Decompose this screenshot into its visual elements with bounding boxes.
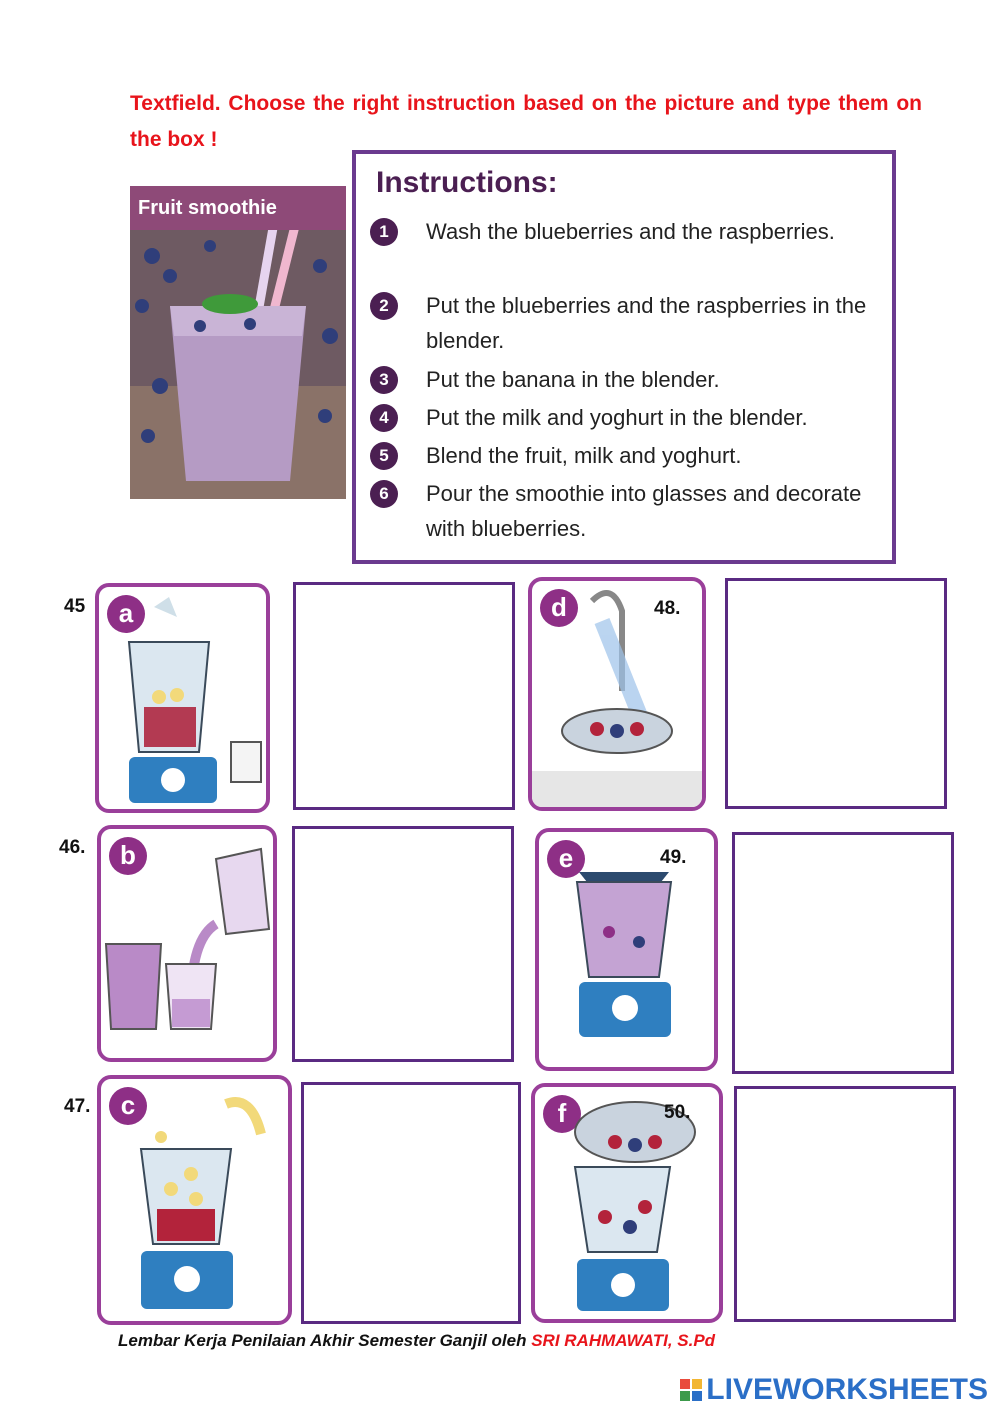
- question-number: 45: [64, 596, 86, 617]
- banana-blender-illustration: [101, 1079, 288, 1321]
- answer-box-45[interactable]: [293, 582, 515, 810]
- liveworksheets-logo: [680, 1373, 988, 1407]
- answer-box-47[interactable]: [301, 1082, 521, 1324]
- liveworksheets-logo-icon: [680, 1379, 702, 1401]
- step-text: Pour the smoothie into glasses and decorate with blueberries.: [426, 481, 862, 541]
- berries-into-blender-illustration: [535, 1087, 719, 1319]
- step-number: 1: [370, 218, 398, 246]
- picture-card-c: [97, 1075, 292, 1325]
- answer-box-48[interactable]: [725, 578, 947, 809]
- step-text: Put the milk and yoghurt in the blender.: [426, 405, 808, 430]
- instructions-heading: Instructions:: [376, 166, 558, 199]
- picture-card-b: [97, 825, 277, 1062]
- answer-box-50[interactable]: [734, 1086, 956, 1322]
- step-number: 6: [370, 480, 398, 508]
- card-letter-badge: d: [540, 589, 578, 627]
- instruction-step: [370, 400, 890, 435]
- step-text: Wash the blueberries and the raspberries.: [426, 219, 835, 244]
- step-text: Put the blueberries and the raspberries in the blender.: [426, 293, 867, 353]
- instruction-step: [370, 288, 890, 358]
- instruction-step: [370, 362, 890, 397]
- card-letter-badge: e: [547, 840, 585, 878]
- blending-illustration: [539, 832, 714, 1067]
- footer-credit: [118, 1331, 715, 1351]
- pouring-smoothie-illustration: [101, 829, 273, 1058]
- instruction-step: [370, 214, 890, 249]
- instructions-box: [352, 150, 896, 564]
- card-letter-badge: a: [107, 595, 145, 633]
- step-number: 5: [370, 442, 398, 470]
- answer-box-49[interactable]: [732, 832, 954, 1074]
- instruction-step: [370, 476, 890, 546]
- picture-card-f: [531, 1083, 723, 1323]
- brand-name: LIVEWORKSHEETS: [706, 1373, 988, 1406]
- footer-text: Lembar Kerja Penilaian Akhir Semester Ganjil oleh: [118, 1331, 532, 1350]
- card-letter-badge: c: [109, 1087, 147, 1125]
- step-text: Put the banana in the blender.: [426, 367, 720, 392]
- step-number: 4: [370, 404, 398, 432]
- task-instruction: Textfield. Choose the right instruction based on the picture and type them on the box !: [130, 92, 922, 151]
- question-number: 47.: [64, 1096, 91, 1117]
- step-number: 2: [370, 292, 398, 320]
- question-number: 50.: [664, 1102, 691, 1123]
- question-number: 49.: [660, 847, 687, 868]
- question-number: 48.: [654, 598, 681, 619]
- footer-author: SRI RAHMAWATI, S.Pd: [531, 1331, 716, 1350]
- question-number: 46.: [59, 837, 86, 858]
- smoothie-photo: [130, 186, 346, 499]
- step-text: Blend the fruit, milk and yoghurt.: [426, 443, 742, 468]
- picture-card-e: [535, 828, 718, 1071]
- card-letter-badge: f: [543, 1095, 581, 1133]
- blender-milk-yoghurt-illustration: [99, 587, 266, 809]
- instruction-step: [370, 438, 890, 473]
- answer-box-46[interactable]: [292, 826, 514, 1062]
- card-letter-badge: b: [109, 837, 147, 875]
- step-number: 3: [370, 366, 398, 394]
- photo-title: Fruit smoothie: [130, 186, 346, 230]
- picture-card-a: [95, 583, 270, 813]
